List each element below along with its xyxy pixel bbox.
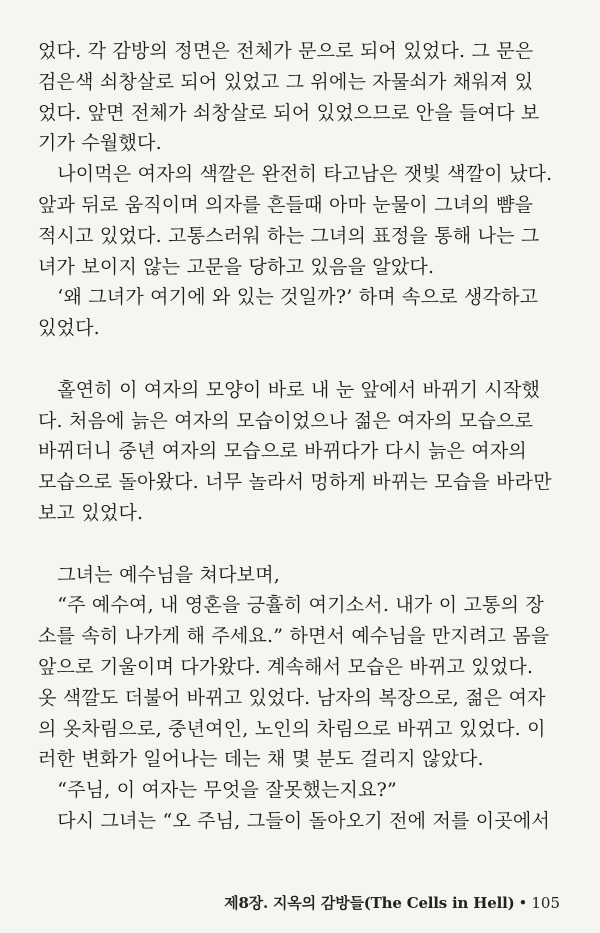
footer-separator: • [518, 894, 528, 912]
text-line: 었다. 각 감방의 정면은 전체가 문으로 되어 있었다. 그 문은 [38, 40, 534, 62]
text-line: 앞과 뒤로 움직이며 의자를 흔들때 아마 눈물이 그녀의 뺨을 [38, 193, 534, 216]
text-line: 소를 속히 나가게 해 주세요.” 하면서 예수님을 만지려고 몸을 [38, 625, 550, 648]
text-line: 러한 변화가 일어나는 데는 채 몇 분도 걸리지 않았다. [38, 748, 484, 771]
text-line: “주님, 이 여자는 무엇을 잘못했는지요?” [38, 779, 397, 802]
paragraph-gap [38, 529, 564, 560]
text-line: 녀가 보이지 않는 고문을 당하고 있음을 알았다. [38, 255, 435, 278]
text-line: 검은색 쇠창살로 되어 있었고 그 위에는 자물쇠가 채워져 있 [38, 70, 534, 93]
text-line: 그녀는 예수님을 쳐다보며, [38, 563, 281, 586]
text-line: 보고 있었다. [38, 501, 144, 524]
page-number: 105 [531, 894, 560, 912]
text-line: 나이먹은 여자의 색깔은 완전히 타고남은 잿빛 색깔이 났다. [38, 163, 553, 186]
text-line: 홀연히 이 여자의 모양이 바로 내 눈 앞에서 바뀌기 시작했 [38, 378, 541, 401]
paragraph-gap [38, 344, 564, 375]
text-line: 었다. 앞면 전체가 쇠창살로 되어 있었으므로 안을 들여다 보 [38, 101, 540, 124]
book-page-body [38, 36, 564, 837]
text-line: 바뀌더니 중년 여자의 모습으로 바뀌다가 다시 늙은 여자의 [38, 440, 527, 463]
text-line: ‘왜 그녀가 여기에 와 있는 것일까?’ 하며 속으로 생각하고 [38, 286, 539, 309]
chapter-title: 제8장. 지옥의 감방들(The Cells in Hell) [224, 894, 515, 912]
text-line: 앞으로 기울이며 다가왔다. 계속해서 모습은 바뀌고 있었다. [38, 655, 534, 678]
page-footer [224, 892, 560, 913]
text-line: 모습으로 돌아왔다. 너무 놀라서 멍하게 바뀌는 모습을 바라만 [38, 471, 552, 494]
text-line: 있었다. [38, 317, 100, 340]
text-line: 의 옷차림으로, 중년여인, 노인의 차림으로 바뀌고 있었다. 이 [38, 717, 546, 740]
text-line: 다. 처음에 늙은 여자의 모습이었으나 젊은 여자의 모습으로 [38, 409, 534, 432]
text-line: 기가 수월했다. [38, 132, 162, 155]
text-line: 적시고 있었다. 고통스러워 하는 그녀의 표정을 통해 나는 그 [38, 224, 540, 247]
text-line: 다시 그녀는 “오 주님, 그들이 돌아오기 전에 저를 이곳에서 [38, 809, 551, 832]
text-line: “주 예수여, 내 영혼을 긍휼히 여기소서. 내가 이 고통의 장 [38, 594, 544, 617]
text-line: 옷 색깔도 더불어 바뀌고 있었다. 남자의 복장으로, 젊은 여자 [38, 686, 546, 709]
